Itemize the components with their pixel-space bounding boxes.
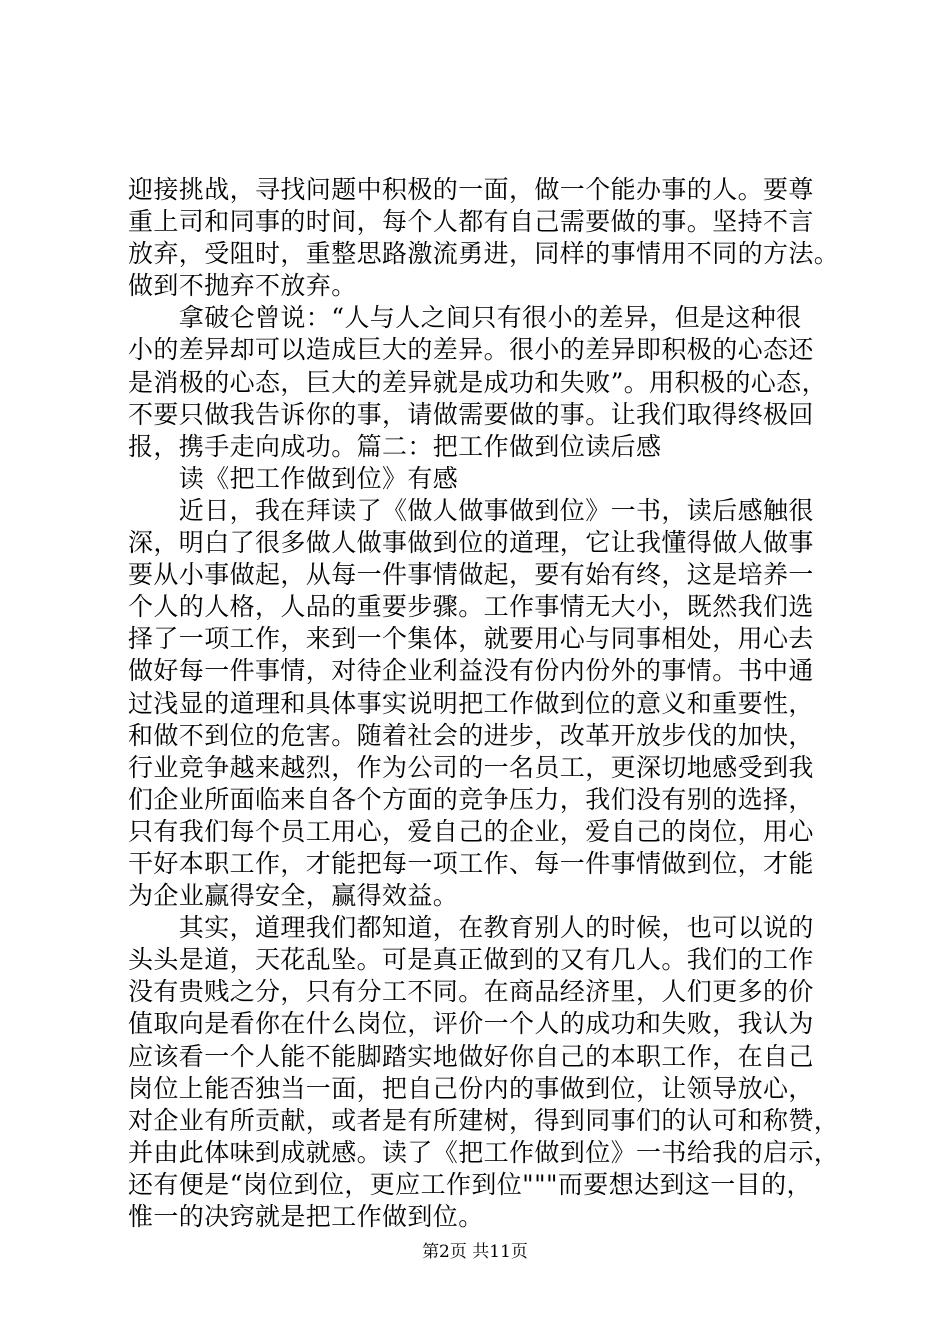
text-line: 近日，我在拜读了《做人做事做到位》一书，读后感触很	[128, 495, 814, 525]
text-line: 行业竞争越来越烈，作为公司的一名员工，更深切地感受到我	[128, 752, 814, 782]
text-line: 小的差异却可以造成巨大的差异。很小的差异即积极的心态还	[128, 335, 814, 365]
text-line: 个人的人格，人品的重要步骤。工作事情无大小，既然我们选	[128, 592, 814, 622]
text-line: 深，明白了很多做人做事做到位的道理，它让我懂得做人做事	[128, 528, 814, 558]
text-line: 放弃，受阻时，重整思路激流勇进，同样的事情用不同的方法。	[128, 239, 840, 269]
document-body	[128, 174, 840, 1233]
text-line: 拿破仑曾说：“人与人之间只有很小的差异，但是这种很	[128, 303, 802, 333]
text-line: 和做不到位的危害。随着社会的进步，改革开放步伐的加快，	[128, 720, 814, 750]
text-line: 惟一的决窍就是把工作做到位。	[128, 1202, 484, 1231]
text-line: 头头是道，天花乱坠。可是真正做到的又有几人。我们的工作	[128, 945, 814, 975]
text-line: 不要只做我告诉你的事，请做需要做的事。让我们取得终极回	[128, 399, 814, 429]
text-line: 要从小事做起，从每一件事情做起，要有始有终，这是培养一	[128, 560, 814, 590]
page-number-footer: 第2页 共11页	[422, 1242, 528, 1262]
text-line: 是消极的心态，巨大的差异就是成功和失败”。用积极的心态，	[128, 367, 827, 397]
text-line: 只有我们每个员工用心，爱自己的企业，爱自己的岗位，用心	[128, 816, 814, 846]
text-line: 们企业所面临来自各个方面的竞争压力，我们没有别的选择，	[128, 784, 814, 814]
text-line: 没有贵贱之分，只有分工不同。在商品经济里，人们更多的价	[128, 977, 814, 1007]
text-line: 读《把工作做到位》有感	[128, 463, 459, 493]
text-line: 择了一项工作，来到一个集体，就要用心与同事相处，用心去	[128, 624, 814, 654]
text-line: 过浅显的道理和具体事实说明把工作做到位的意义和重要性，	[128, 688, 814, 718]
text-line: 并由此体味到成就感。读了《把工作做到位》一书给我的启示，	[128, 1137, 840, 1167]
text-line: 报，携手走向成功。篇二：把工作做到位读后感	[128, 431, 662, 461]
text-line: 干好本职工作，才能把每一项工作、每一件事情做到位，才能	[128, 848, 814, 878]
text-line: 迎接挑战，寻找问题中积极的一面，做一个能办事的人。要尊	[128, 175, 814, 204]
text-line: 做好每一件事情，对待企业利益没有份内份外的事情。书中通	[128, 656, 814, 686]
text-line: 做到不抛弃不放弃。	[128, 271, 357, 301]
text-line: 对企业有所贡献，或者是有所建树，得到同事们的认可和称赞，	[128, 1105, 840, 1135]
text-line: 还有便是“岗位到位，更应工作到位"""而要想达到这一目的，	[128, 1169, 812, 1199]
text-line: 值取向是看你在什么岗位，评价一个人的成功和失败，我认为	[128, 1009, 814, 1039]
text-line: 其实，道理我们都知道，在教育别人的时候，也可以说的	[128, 913, 814, 943]
text-line: 为企业赢得安全，赢得效益。	[128, 881, 459, 911]
text-line: 应该看一个人能不能脚踏实地做好你自己的本职工作，在自己	[128, 1041, 814, 1071]
text-line: 岗位上能否独当一面，把自己份内的事做到位，让领导放心，	[128, 1073, 814, 1103]
text-line: 重上司和同事的时间，每个人都有自己需要做的事。坚持不言	[128, 207, 814, 237]
